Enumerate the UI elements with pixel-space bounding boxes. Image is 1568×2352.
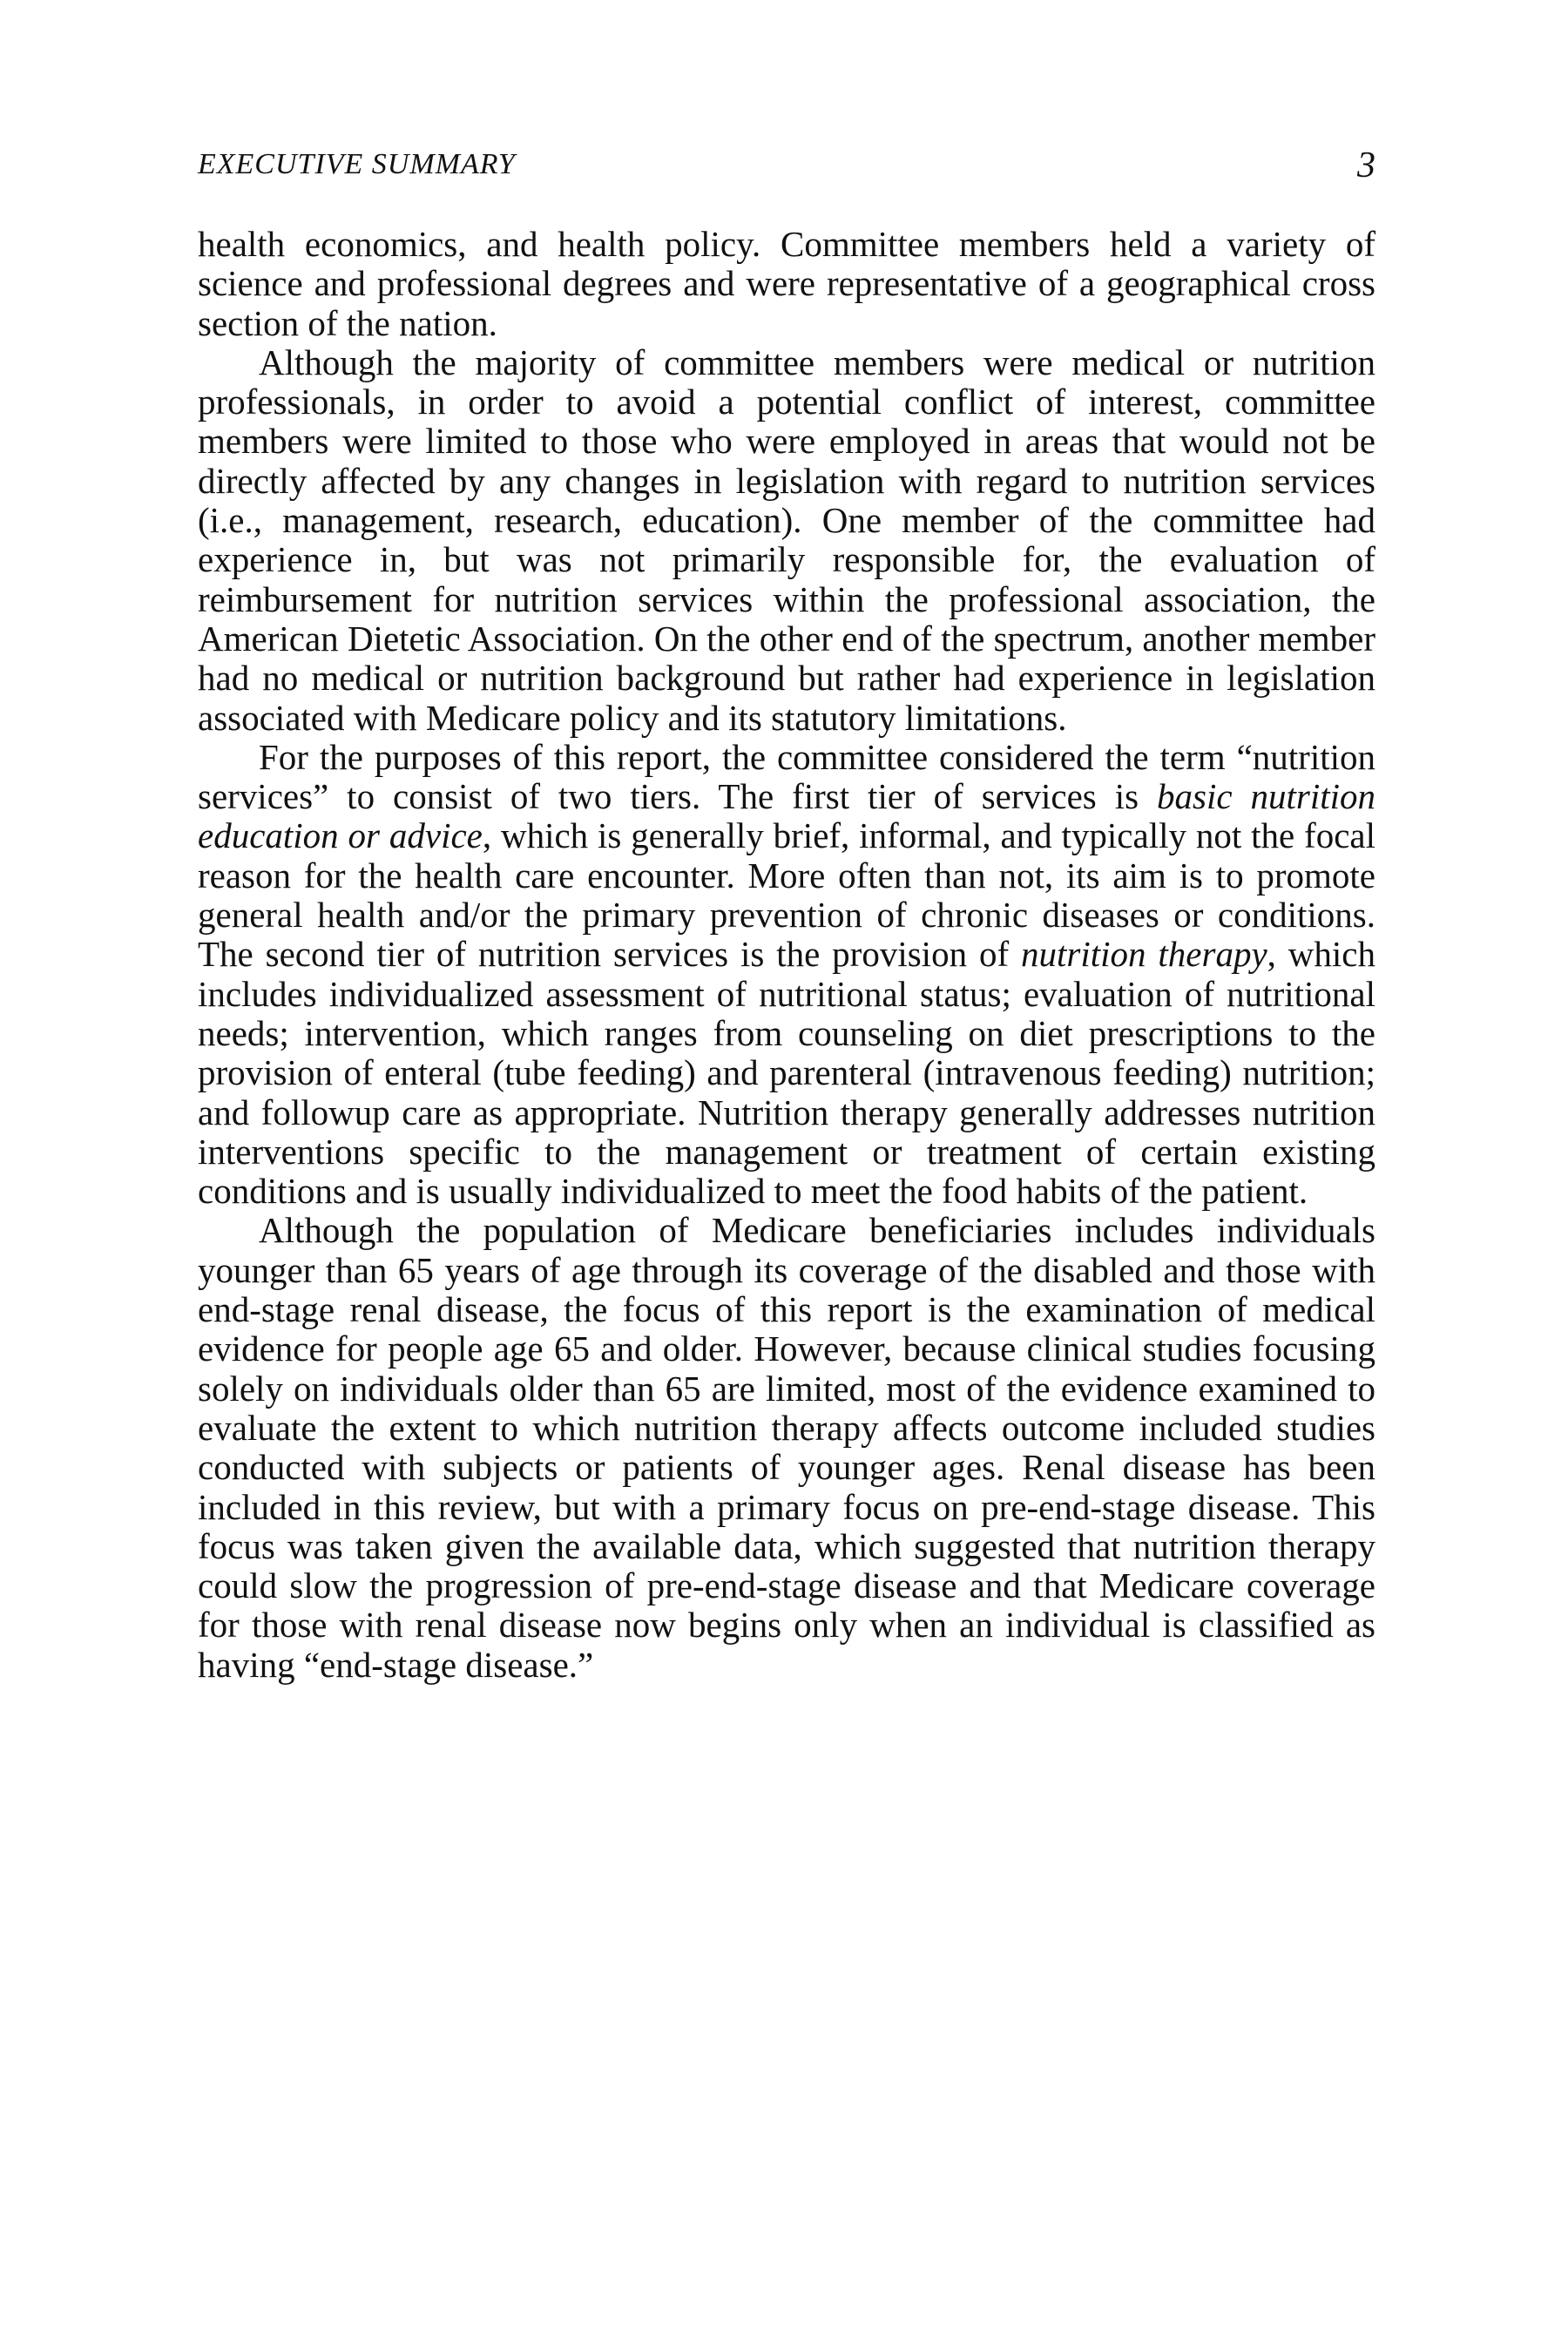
emphasis-nutrition-therapy: nutrition therapy	[1021, 934, 1267, 975]
running-head-title: EXECUTIVE SUMMARY	[198, 148, 516, 180]
paragraph-nutrition-services-definition	[198, 738, 1375, 1212]
paragraph-medicare-population: Although the population of Medicare beneficiaries includes individuals younger than 65 years of age through its coverage of the disabled and those with end-stage renal disease, the focus of this report is the examination of medical evidence for people age 65 and older. However, because clinical studies focusing solely on individuals older than 65 are limited, most of the evidence examined to evaluate the extent to which nutrition therapy affects outcome included studies conducted with subjects or patients of younger ages. Renal disease has been included in this review, but with a primary focus on pre-end-stage disease. This focus was taken given the available data, which suggested that nutrition therapy could slow the progression of pre-end-stage disease and that Medicare coverage for those with renal disease now begins only when an individual is classified as having “end-stage disease.”	[198, 1210, 1375, 1685]
paragraph-continuation: health economics, and health policy. Committee members held a variety of science and professional degrees and were representative of a geographical cross section of the nation.	[198, 224, 1375, 343]
paragraph-text-segment: For the purposes of this report, the committee considered the term “nutrition services” to consist of two tiers. The first tier of services is	[198, 736, 1375, 817]
paragraph-committee-composition: Although the majority of committee members were medical or nutrition professionals, in order to avoid a potential conflict of interest, committee members were limited to those who were employed in areas that would not be directly affected by any changes in legislation with regard to nutrition services (i.e., management, research, education). One member of the committee had experience in, but was not primarily responsible for, the evaluation of reimbursement for nutrition services within the professional association, the American Dietetic Association. On the other end of the spectrum, another member had no medical or nutrition background but rather had experience in legislation associated with Medicare policy and its statutory limitations.	[198, 341, 1375, 738]
running-head	[198, 145, 1375, 190]
paragraph-text-segment: , which includes individualized assessment of nutritional status; evaluation of nutritional needs; intervention, which ranges from counseling on diet prescriptions to the provision of enteral (tube feeding) and parenteral (intravenous feeding) nutrition; and followup care as appropriate. Nutrition therapy generally addresses nutrition interventions specific to the management or treatment of certain existing conditions and is usually individualized to meet the food habits of the patient.	[198, 934, 1375, 1212]
paragraph-text-segment: , which is generally brief, informal, and typically not the focal reason for the health care encounter. More often than not, its aim is to promote general health and/or the primary prevention of chronic diseases or conditions. The second tier of nutrition services is the provision of	[198, 815, 1375, 975]
body-text	[198, 225, 1375, 1685]
emphasis-basic-nutrition-education: basic nutrition education or advice	[198, 776, 1376, 856]
page-number: 3	[1357, 145, 1375, 186]
